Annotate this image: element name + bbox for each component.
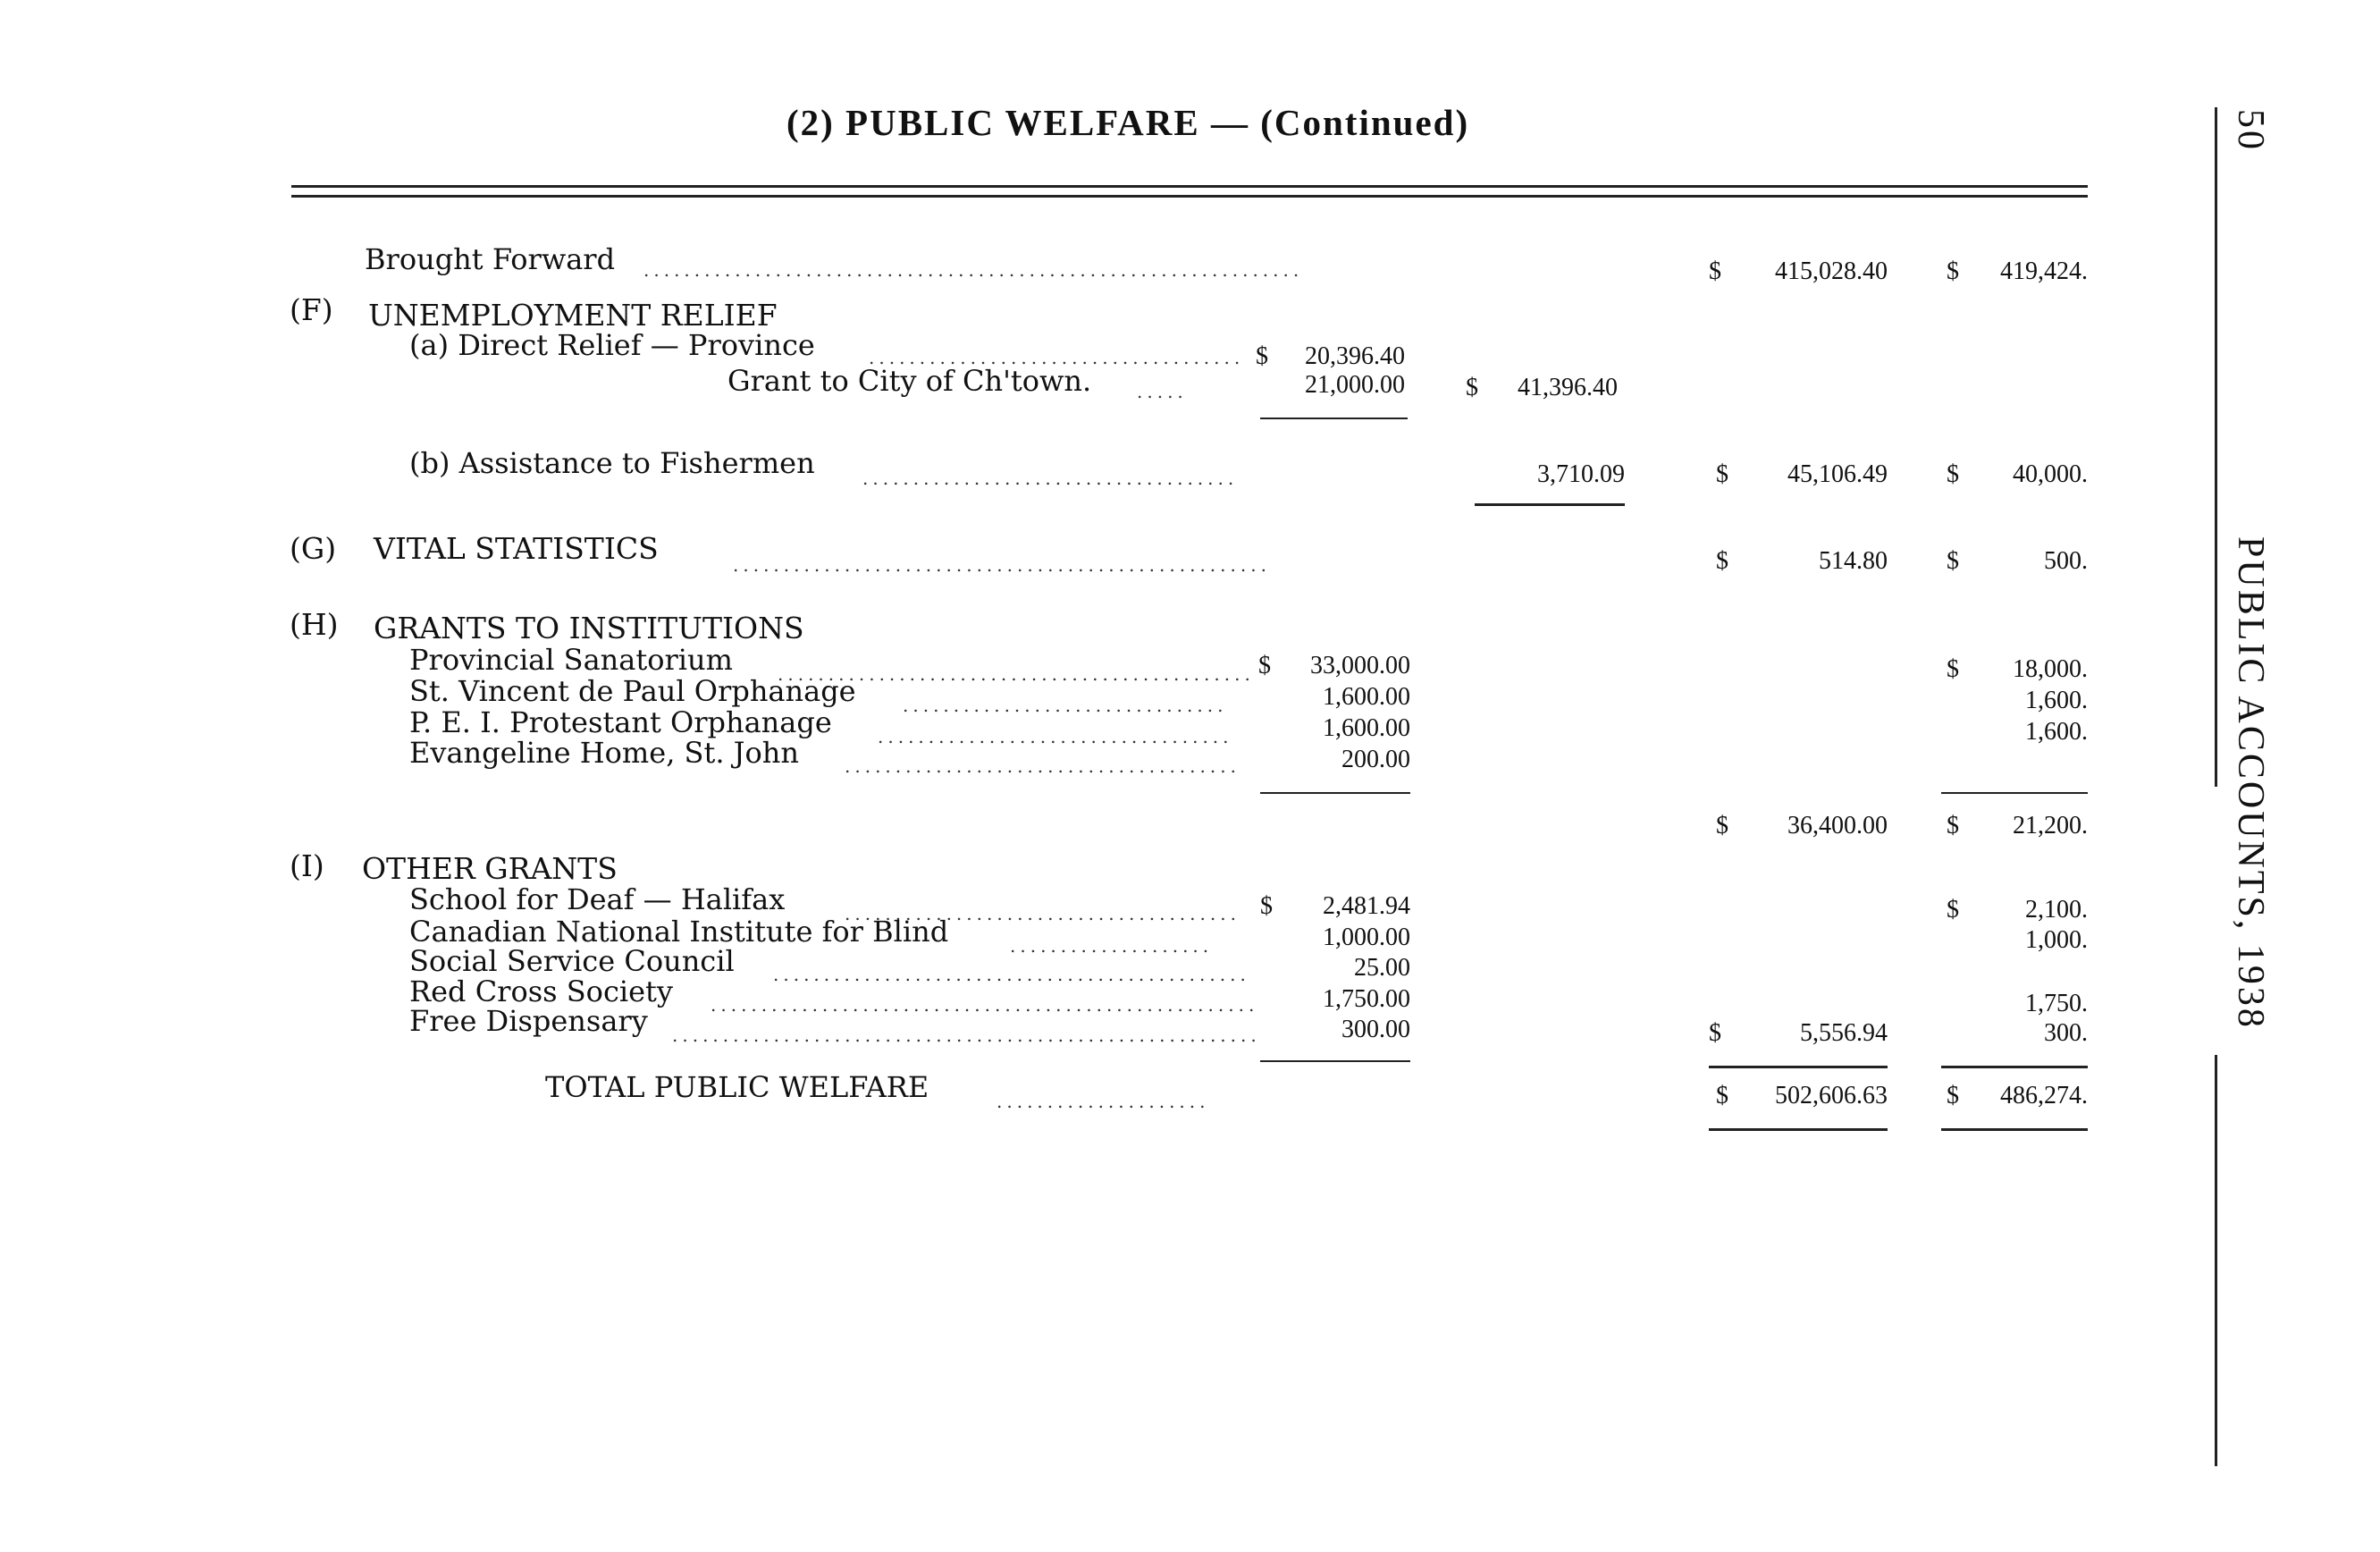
total-rule: [1709, 1128, 1888, 1131]
vital-statistics-col4: 500.: [2044, 547, 2088, 575]
dollar-sign: $: [1716, 1082, 1728, 1109]
list-item-label: Free Dispensary: [409, 1004, 648, 1038]
list-item-col1: 1,000.00: [1323, 924, 1410, 951]
dollar-sign: $: [1709, 1019, 1721, 1047]
list-item-col4: 18,000.: [2013, 655, 2088, 683]
grants-institutions-total-col4: 21,200.: [2013, 812, 2088, 839]
leader-dots: .....................: [997, 1091, 1210, 1112]
list-item-col4: 1,600.: [2025, 687, 2088, 714]
section-heading: GRANTS TO INSTITUTIONS: [374, 611, 804, 645]
fishermen-col2: 3,710.09: [1537, 460, 1625, 488]
fishermen-col4: 40,000.: [2013, 460, 2088, 488]
list-item-col1: 1,600.00: [1323, 683, 1410, 711]
leader-dots: .....: [1137, 381, 1188, 402]
leader-dots: ...............................................: [773, 964, 1250, 985]
running-head-text: PUBLIC ACCOUNTS, 1938: [2230, 536, 2271, 1030]
list-item-col1: 2,481.94: [1323, 892, 1410, 920]
subtotal-rule: [1260, 792, 1410, 794]
dollar-sign: $: [1709, 257, 1721, 285]
subtotal-rule: [1941, 1066, 2088, 1068]
side-rule-lower: [2215, 1055, 2217, 1466]
brought-forward-col4: 419,424.: [2000, 257, 2088, 285]
subtotal-rule: [1260, 418, 1408, 419]
vital-statistics-col3: 514.80: [1819, 547, 1888, 575]
leader-dots: ...............................................: [778, 663, 1255, 685]
list-item-label: St. Vincent de Paul Orphanage: [409, 674, 856, 708]
section-heading: VITAL STATISTICS: [374, 531, 659, 566]
list-item-col4: 300.: [2044, 1019, 2088, 1047]
side-rule-upper: [2215, 107, 2217, 787]
dollar-sign: $: [1947, 257, 1959, 285]
subtotal-rule: [1260, 1060, 1410, 1062]
brought-forward-label: Brought Forward: [365, 242, 616, 276]
leader-dots: .....................................: [869, 347, 1245, 368]
list-item-col4: 1,600.: [2025, 718, 2088, 746]
fishermen-col3: 45,106.49: [1787, 460, 1888, 488]
subtotal-rule: [1709, 1066, 1888, 1068]
leader-dots: ................................: [903, 695, 1228, 716]
dollar-sign: $: [1258, 652, 1271, 679]
leader-dots: .....................................: [862, 468, 1239, 489]
list-item-col1: 1,750.00: [1323, 985, 1410, 1013]
list-item-col1: 300.00: [1341, 1016, 1410, 1043]
section-letter: (F): [290, 292, 333, 327]
dollar-sign: $: [1947, 460, 1959, 488]
dollar-sign: $: [1716, 547, 1728, 575]
dollar-sign: $: [1716, 460, 1728, 488]
grand-total-col4: 486,274.: [2000, 1082, 2088, 1109]
list-item-col1: 25.00: [1354, 954, 1410, 982]
list-item-col4: 1,000.: [2025, 926, 2088, 954]
direct-relief-label: (a) Direct Relief — Province: [409, 328, 815, 362]
leader-dots: .....................................................: [733, 554, 1271, 576]
grand-total-col3: 502,606.63: [1775, 1082, 1888, 1109]
section-letter: (H): [290, 607, 339, 642]
section-heading: OTHER GRANTS: [362, 851, 618, 886]
list-item-label: Canadian National Institute for Blind: [409, 915, 949, 949]
side-running-head: [2209, 98, 2290, 1082]
dollar-sign: $: [1947, 896, 1959, 924]
section-letter: (I): [290, 848, 324, 883]
dollar-sign: $: [1947, 547, 1959, 575]
list-item-col4: 2,100.: [2025, 896, 2088, 924]
grant-city-col1: 21,000.00: [1305, 371, 1405, 399]
dollar-sign: $: [1716, 812, 1728, 839]
dollar-sign: $: [1260, 892, 1273, 920]
dollar-sign: $: [1256, 342, 1268, 370]
leader-dots: ....................: [1010, 935, 1214, 957]
dollar-sign: $: [1947, 1082, 1959, 1109]
leader-dots: ......................................................: [711, 994, 1259, 1016]
page-number: 50: [2230, 109, 2271, 152]
grants-institutions-total-col3: 36,400.00: [1787, 812, 1888, 839]
fishermen-label: (b) Assistance to Fishermen: [409, 446, 815, 480]
grant-city-label: Grant to City of Ch'town.: [727, 364, 1092, 398]
leader-dots: .......................................: [845, 755, 1240, 777]
leader-dots: .................................................................: [643, 259, 1304, 281]
dollar-sign: $: [1466, 374, 1478, 401]
other-grants-total-col3: 5,556.94: [1800, 1019, 1888, 1047]
list-item-label: Social Service Council: [409, 944, 735, 978]
section-letter: (G): [290, 531, 337, 566]
title-rule-bottom: [291, 195, 2088, 198]
leader-dots: ..........................................................: [672, 1025, 1261, 1046]
dollar-sign: $: [1947, 812, 1959, 839]
subtotal-rule: [1475, 503, 1625, 506]
brought-forward-col3: 415,028.40: [1775, 257, 1888, 285]
total-rule: [1941, 1128, 2088, 1131]
list-item-label: School for Deaf — Halifax: [409, 882, 786, 916]
list-item-label: Provincial Sanatorium: [409, 643, 733, 677]
dollar-sign: $: [1947, 655, 1959, 683]
leader-dots: ...................................: [878, 726, 1233, 747]
grand-total-label: TOTAL PUBLIC WELFARE: [545, 1070, 929, 1104]
list-item-label: P. E. I. Protestant Orphanage: [409, 705, 832, 739]
leader-dots: .......................................: [845, 903, 1240, 924]
grant-city-col2: 41,396.40: [1518, 374, 1618, 401]
list-item-col1: 1,600.00: [1323, 714, 1410, 742]
title-rule-top: [291, 185, 2088, 188]
list-item-col1: 33,000.00: [1310, 652, 1410, 679]
list-item-label: Evangeline Home, St. John: [409, 736, 799, 770]
page-title: (2) PUBLIC WELFARE — (Continued): [786, 102, 1470, 143]
list-item-col4: 1,750.: [2025, 990, 2088, 1017]
list-item-label: Red Cross Society: [409, 974, 673, 1008]
direct-relief-col1: 20,396.40: [1305, 342, 1405, 370]
subtotal-rule: [1941, 792, 2088, 794]
list-item-col1: 200.00: [1341, 746, 1410, 773]
section-heading: UNEMPLOYMENT RELIEF: [368, 298, 778, 333]
